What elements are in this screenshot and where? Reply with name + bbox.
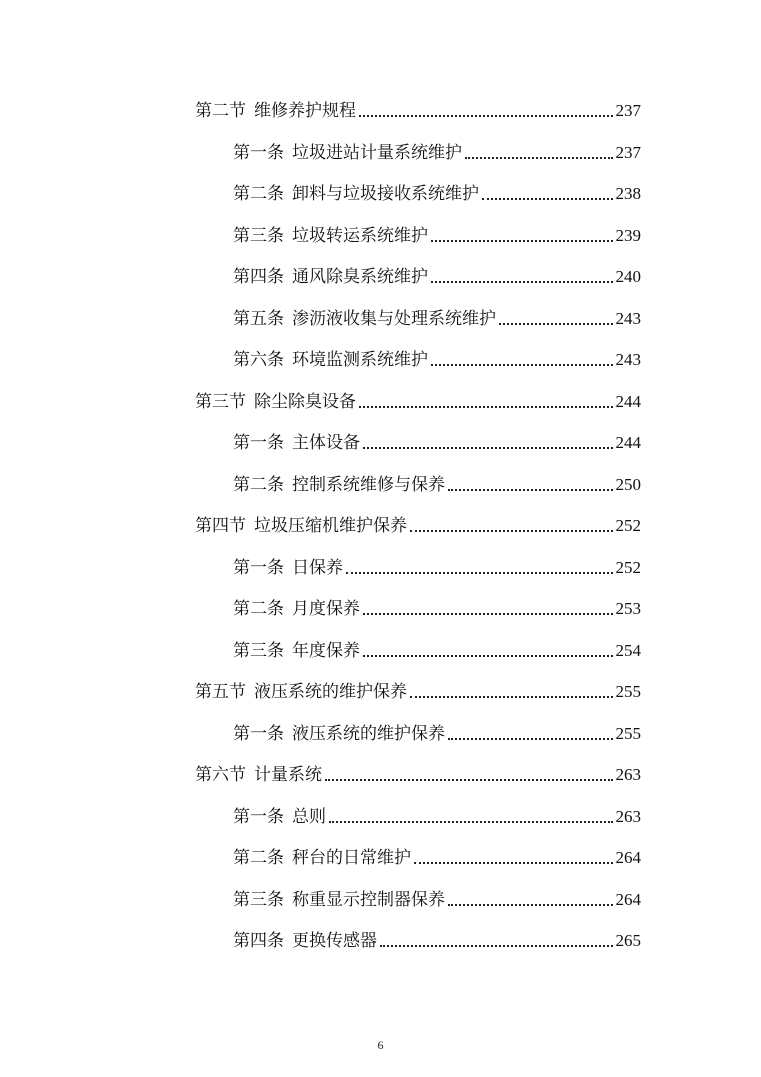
toc-section-entry[interactable]	[195, 673, 641, 703]
toc-entry-label	[233, 847, 411, 869]
toc-dot-leader	[359, 406, 613, 408]
toc-entry-number: 第一条	[233, 142, 284, 163]
toc-entry-title: 日保养	[292, 557, 343, 578]
toc-article-entry[interactable]	[233, 715, 641, 745]
toc-entry-title: 总则	[292, 806, 326, 827]
toc-dot-leader	[448, 489, 613, 491]
toc-entry-title: 计量系统	[254, 765, 322, 785]
toc-entry-page: 255	[615, 682, 641, 701]
toc-entry-page: 255	[615, 723, 641, 743]
toc-entry-page: 237	[615, 142, 641, 162]
toc-entry-number: 第三条	[233, 889, 284, 910]
toc-entry-title: 渗沥液收集与处理系统维护	[292, 308, 496, 329]
toc-entry-page: 264	[615, 889, 641, 909]
toc-article-entry[interactable]	[233, 839, 641, 869]
toc-article-entry[interactable]	[233, 134, 641, 164]
toc-entry-label	[233, 308, 496, 330]
toc-entry-title: 卸料与垃圾接收系统维护	[292, 184, 479, 204]
page-number: 6	[377, 1038, 384, 1052]
toc-entry-number: 第二条	[233, 184, 284, 204]
toc-article-entry[interactable]	[233, 217, 641, 247]
toc-entry-label	[233, 930, 377, 952]
toc-dot-leader	[448, 904, 613, 906]
toc-entry-label	[233, 723, 445, 745]
toc-dot-leader	[431, 281, 613, 283]
toc-dot-leader	[410, 696, 613, 698]
toc-entry-title: 维修养护规程	[254, 101, 356, 121]
toc-entry-title: 垃圾进站计量系统维护	[292, 142, 462, 163]
toc-article-entry[interactable]	[233, 300, 641, 330]
toc-entry-label	[233, 266, 428, 288]
toc-entry-title: 环境监测系统维护	[292, 350, 428, 370]
toc-entry-number: 第一条	[233, 806, 284, 827]
toc-entry-title: 垃圾压缩机维护保养	[254, 516, 407, 536]
toc-entry-number: 第二条	[233, 599, 284, 619]
toc-dot-leader	[482, 198, 613, 200]
toc-entry-title: 秤台的日常维护	[292, 848, 411, 868]
toc-dot-leader	[414, 862, 613, 864]
toc-entry-label	[233, 889, 445, 911]
toc-entry-label	[195, 391, 356, 413]
toc-entry-title: 通风除臭系统维护	[292, 267, 428, 287]
toc-entry-number: 第一条	[233, 433, 284, 453]
toc-article-entry[interactable]	[233, 466, 641, 496]
toc-entry-page: 238	[615, 184, 641, 203]
toc-entry-title: 主体设备	[292, 433, 360, 453]
toc-entry-number: 第六节	[195, 765, 246, 785]
toc-entry-page: 264	[615, 848, 641, 867]
toc-entry-page: 237	[615, 101, 641, 120]
toc-entry-title: 更换传感器	[292, 931, 377, 951]
toc-entry-number: 第五条	[233, 308, 284, 329]
toc-entry-number: 第三条	[233, 225, 284, 246]
toc-entry-number: 第二条	[233, 848, 284, 868]
toc-article-entry[interactable]	[233, 424, 641, 454]
toc-article-entry[interactable]	[233, 258, 641, 288]
toc-article-entry[interactable]	[233, 549, 641, 579]
toc-entry-title: 年度保养	[292, 640, 360, 661]
toc-entry-title: 垃圾转运系统维护	[292, 225, 428, 246]
toc-article-entry[interactable]	[233, 590, 641, 620]
toc-dot-leader	[363, 613, 613, 615]
toc-entry-number: 第三条	[233, 640, 284, 661]
toc-dot-leader	[363, 655, 613, 657]
toc-entry-label	[233, 557, 343, 579]
toc-entry-number: 第一条	[233, 723, 284, 744]
toc-article-entry[interactable]	[233, 632, 641, 662]
toc-entry-page: 243	[615, 308, 641, 328]
toc-entry-label	[233, 806, 326, 828]
toc-entry-label	[195, 100, 356, 122]
toc-dot-leader	[380, 945, 613, 947]
toc-entry-number: 第五节	[195, 682, 246, 702]
toc-entry-page: 253	[615, 599, 641, 618]
toc-entry-label	[195, 681, 407, 703]
toc-entry-title: 除尘除臭设备	[254, 391, 356, 412]
toc-section-entry[interactable]	[195, 383, 641, 413]
toc-dot-leader	[346, 572, 613, 574]
toc-dot-leader	[325, 779, 613, 781]
toc-entry-label	[233, 432, 360, 454]
toc-entry-number: 第四条	[233, 931, 284, 951]
toc-dot-leader	[363, 447, 613, 449]
toc-entry-number: 第六条	[233, 350, 284, 370]
toc-section-entry[interactable]	[195, 756, 641, 786]
toc-dot-leader	[431, 364, 613, 366]
toc-entry-label	[233, 598, 360, 620]
toc-section-entry[interactable]	[195, 92, 641, 122]
toc-entry-label	[195, 515, 407, 537]
toc-entry-title: 液压系统的维护保养	[254, 682, 407, 702]
toc-entry-number: 第一条	[233, 557, 284, 578]
toc-entry-label	[233, 142, 462, 164]
toc-entry-title: 液压系统的维护保养	[292, 723, 445, 744]
toc-entry-page: 252	[615, 557, 641, 577]
toc-entry-label	[233, 225, 428, 247]
toc-entry-title: 控制系统维修与保养	[292, 474, 445, 495]
toc-entry-number: 第四条	[233, 267, 284, 287]
toc-entry-label	[233, 349, 428, 371]
toc-entry-number: 第四节	[195, 516, 246, 536]
toc-entry-label	[233, 183, 479, 205]
toc-entry-label	[195, 764, 322, 786]
toc-entry-title: 月度保养	[292, 599, 360, 619]
toc-entry-page: 254	[615, 640, 641, 660]
toc-entry-page: 244	[615, 433, 641, 452]
toc-article-entry[interactable]	[233, 341, 641, 371]
toc-entry-page: 244	[615, 391, 641, 411]
toc-entry-page: 263	[615, 765, 641, 784]
toc-dot-leader	[499, 323, 613, 325]
toc-entry-number: 第二节	[195, 101, 246, 121]
toc-dot-leader	[431, 240, 613, 242]
toc-entry-title: 称重显示控制器保养	[292, 889, 445, 910]
toc-dot-leader	[329, 821, 613, 823]
toc-entry-label	[233, 640, 360, 662]
toc-entry-page: 265	[615, 931, 641, 950]
toc-article-entry[interactable]	[233, 798, 641, 828]
toc-dot-leader	[465, 157, 613, 159]
toc-entry-page: 250	[615, 474, 641, 494]
toc-article-entry[interactable]	[233, 881, 641, 911]
toc-entry-page: 239	[615, 225, 641, 245]
toc-entry-page: 263	[615, 806, 641, 826]
toc-entry-page: 240	[615, 267, 641, 286]
toc-entry-number: 第二条	[233, 474, 284, 495]
toc-section-entry[interactable]	[195, 507, 641, 537]
toc-dot-leader	[410, 530, 613, 532]
toc-entry-page: 243	[615, 350, 641, 369]
toc-entry-page: 252	[615, 516, 641, 535]
toc-dot-leader	[359, 115, 613, 117]
toc-entry-label	[233, 474, 445, 496]
toc-article-entry[interactable]	[233, 175, 641, 205]
toc-article-entry[interactable]	[233, 922, 641, 952]
toc-entry-number: 第三节	[195, 391, 246, 412]
toc-dot-leader	[448, 738, 613, 740]
